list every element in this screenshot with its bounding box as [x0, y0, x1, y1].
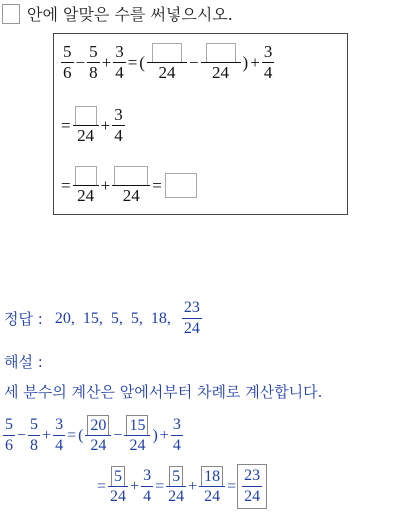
- answer-blank-box[interactable]: [75, 106, 97, 126]
- explanation-text: 세 분수의 계산은 앞에서부터 차례로 계산합니다.: [4, 383, 323, 401]
- blank-fraction: 24: [112, 165, 150, 206]
- boxed-answer: 5: [169, 466, 183, 487]
- explanation-line-1: $\frac{5}{6}$ − $\frac{5}{8}$ + $\frac{3}{4}$ = ( $\frac{20}{24}$ − $\frac{15}{24}$ ) + $\frac{3}{4}$: [5, 416, 181, 454]
- fraction: $\frac{3}{4}$: [143, 467, 152, 505]
- boxed-answer: 5: [111, 466, 125, 487]
- blank-fraction: 24: [73, 165, 99, 206]
- instruction-box-icon: [2, 4, 20, 24]
- answer-fraction: $\frac{5}{24}$: [110, 468, 127, 505]
- fraction: $\frac{3}{4}$: [115, 42, 124, 82]
- answer-blank-box[interactable]: [165, 173, 197, 198]
- problem-line-3: = 24 + 24 =: [60, 165, 197, 206]
- boxed-answer: 15: [126, 415, 148, 436]
- fraction: $\frac{5}{8}$: [30, 416, 39, 454]
- fraction: $\frac{5}{6}$: [63, 42, 72, 82]
- answer-final-fraction: $\frac{23}{24}$: [183, 299, 200, 337]
- answer-fraction: $\frac{23}{24}$: [244, 467, 261, 505]
- answer-line: [4, 298, 203, 339]
- answer-blank-box[interactable]: [75, 166, 97, 186]
- blank-fraction: 24: [147, 42, 187, 83]
- fraction: $\frac{5}{6}$: [5, 416, 13, 454]
- answer-fraction: $\frac{18}{24}$: [199, 466, 225, 507]
- blank-fraction: 24: [201, 42, 241, 83]
- blank-fraction: 24: [73, 105, 99, 146]
- answer-fraction: $\frac{20}{24}$: [85, 415, 111, 456]
- answer-label: 정답 :: [4, 310, 43, 328]
- answer-values: 20, 15, 5, 5, 18,: [54, 309, 171, 327]
- answer-blank-box[interactable]: [206, 43, 236, 63]
- boxed-answer: 18: [201, 466, 223, 487]
- fraction: $\frac{3}{4}$: [172, 416, 181, 454]
- fraction: $\frac{5}{8}$: [89, 42, 98, 82]
- problem-line-2: = 24 + $\frac{3}{4}$: [61, 105, 123, 145]
- problem-line-1: $\frac{5}{6}$ − $\frac{5}{8}$ + $\frac{3}{4}$ = ( 24 − 24 ) + $\frac{3}{4}$: [63, 42, 273, 82]
- answer-blank-box[interactable]: [152, 43, 182, 63]
- answer-fraction: $\frac{15}{24}$: [124, 415, 150, 456]
- boxed-answer: 20: [87, 415, 109, 436]
- explanation-line-2: = $\frac{5}{24}$ + $\frac{3}{4}$ = $\frac{5}{24}$ + $\frac{18}{24}$ = $\frac{23}{24}$: [96, 464, 267, 509]
- answer-fraction: $\frac{5}{24}$: [168, 468, 185, 505]
- explanation-label: 해설 :: [4, 353, 43, 371]
- question-instruction: 안에 알맞은 수를 써넣으시오.: [27, 5, 233, 24]
- fraction: $\frac{3}{4}$: [114, 105, 123, 145]
- fraction: $\frac{3}{4}$: [263, 42, 273, 82]
- boxed-final-answer: [237, 464, 267, 509]
- fraction: $\frac{3}{4}$: [55, 416, 64, 454]
- answer-blank-box[interactable]: [114, 166, 148, 186]
